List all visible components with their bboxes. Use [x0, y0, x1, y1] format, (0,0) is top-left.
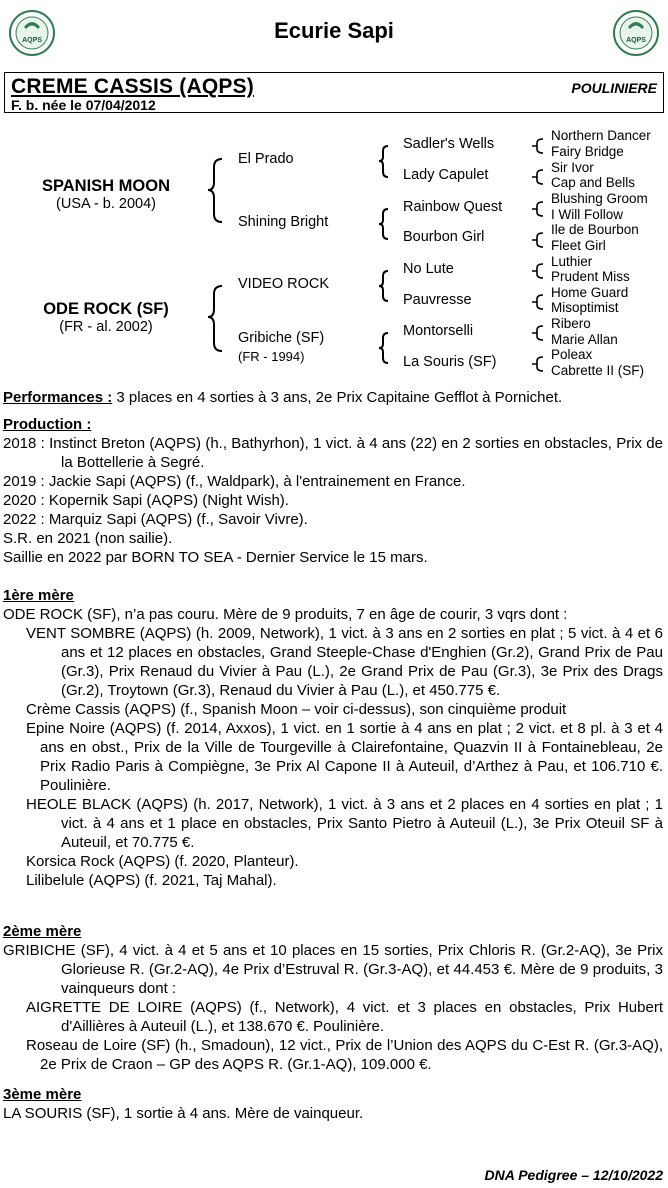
performances-text: 3 places en 4 sorties à 3 ans, 2e Prix Capitaine Gefflot à Pornichet.	[116, 389, 563, 406]
second-dam-produce: Roseau de Loire (SF) (h., Smadoun), 12 vict., Prix de l’Union des AQPS du C-Est R. (Gr.3-AQ), 2e Prix de Craon – GP des AQPS R. (Gr.1-AQ), 109.000 €.	[26, 1037, 663, 1073]
pedigree-gen4-12: Misoptimist	[551, 300, 619, 315]
pedigree-gen2-4-note: (FR - 1994)	[238, 349, 305, 364]
third-dam-label: 3ème mère	[3, 1086, 82, 1103]
dam-info: (FR - al. 2002)	[59, 319, 153, 335]
pedigree-gen4-4: Cap and Bells	[551, 175, 636, 190]
pedigree-gen3-7: Montorselli	[403, 323, 474, 339]
production-line: 2020 : Kopernik Sapi (AQPS) (Night Wish).	[3, 492, 289, 509]
pedigree-gen2-3: VIDEO ROCK	[238, 276, 330, 292]
second-dam-section	[3, 922, 663, 1074]
pedigree-gen4-14: Marie Allan	[551, 332, 618, 347]
logo-text-right: AQPS	[626, 37, 646, 44]
page-title: Ecurie Sapi	[274, 18, 394, 43]
sire-name: SPANISH MOON	[41, 177, 171, 195]
pedigree-dam	[0, 300, 212, 335]
first-dam-intro: ODE ROCK (SF), n’a pas couru. Mère de 9 produits, 7 en âge de courir, 3 vqrs dont :	[3, 606, 568, 623]
first-dam-produce: VENT SOMBRE (AQPS) (h. 2009, Network), 1 vict. à 3 ans en 2 sorties en plat ; 5 vict. à 4 et 6 ans et 12 places en obstacles, Grand Steeple-Chase d'Enghien (Gr.2), Grand Prix de Pau (Gr.3), Prix Renaud du Vivier à Pau (L.), 2e Grand Prix de Pau (Gr.3), 3e Prix des Drags (Gr.2), Troytown (Gr.3), Renaud du Vivier à Pau (L.), et 450.775 €.	[26, 625, 663, 699]
production-label: Production :	[3, 416, 92, 433]
horse-role: POULINIERE	[571, 80, 657, 96]
pedigree-gen4-6: I Will Follow	[551, 207, 624, 222]
production-line: 2022 : Marquiz Sapi (AQPS) (f., Savoir Vivre).	[3, 511, 308, 528]
second-dam-produce: AIGRETTE DE LOIRE (AQPS) (f., Network), 4 vict. et 3 places en obstacles, Prix Hubert d'Aillières à Auteuil (L.), et 138.670 €. Poulinière.	[26, 999, 663, 1035]
pedigree-gen4-10: Prudent Miss	[551, 269, 630, 284]
footer-credit: DNA Pedigree – 12/10/2022	[484, 1167, 663, 1183]
pedigree-gen3-3: Rainbow Quest	[403, 199, 503, 215]
production-section	[3, 415, 663, 567]
pedigree-gen2-2: Shining Bright	[238, 214, 329, 230]
pedigree-sire	[0, 177, 212, 212]
pedigree-gen3-1: Sadler's Wells	[403, 136, 495, 152]
pedigree-gen4-9: Luthier	[551, 254, 593, 269]
sire-info: (USA - b. 2004)	[56, 196, 156, 212]
first-dam-produce: Korsica Rock (AQPS) (f. 2020, Planteur).	[26, 853, 299, 870]
production-line: 2018 : Instinct Breton (AQPS) (h., Bathyrhon), 1 vict. à 4 ans (22) en 2 sorties en obstacles, Prix de la Bottellerie à Segré.	[3, 435, 663, 471]
pedigree-gen3-6: Pauvresse	[403, 292, 472, 308]
pedigree-gen4-8: Fleet Girl	[551, 238, 606, 253]
first-dam-produce: HEOLE BLACK (AQPS) (h. 2017, Network), 1 vict. à 3 ans et 2 places en 4 sorties en plat ; 1 vict. à 4 ans et 1 place en obstacles, Prix Santo Pietro à Auteuil (L.), 3e Prix Oteuil SF à Auteuil, et 70.775 €.	[26, 796, 663, 851]
first-dam-section	[3, 586, 663, 890]
production-line: 2019 : Jackie Sapi (AQPS) (f., Waldpark), à l'entrainement en France.	[3, 473, 466, 490]
first-dam-label: 1ère mère	[3, 587, 74, 604]
second-dam-label: 2ème mère	[3, 923, 82, 940]
pedigree-gen4-2: Fairy Bridge	[551, 144, 624, 159]
pedigree-gen4-15: Poleax	[551, 347, 593, 362]
pedigree-gen4-7: Ile de Bourbon	[551, 222, 639, 237]
pedigree-gen4-16: Cabrette II (SF)	[551, 363, 645, 378]
pedigree-gen4-1: Northern Dancer	[551, 128, 651, 143]
second-dam-intro: GRIBICHE (SF), 4 vict. à 4 et 5 ans et 10 places en 15 sorties, Prix Chloris R. (Gr.2-AQ), 3e Prix Glorieuse R. (Gr.2-AQ), 4e Prix d’Estruval R. (Gr.3-AQ), et 44.453 €. Mère de 9 produits, 3 vainqueurs dont :	[3, 942, 663, 997]
pedigree-gen4-13: Ribero	[551, 316, 591, 331]
performances-section	[3, 388, 663, 407]
pedigree-gen3-8: La Souris (SF)	[403, 354, 497, 370]
logo-text-left: AQPS	[22, 37, 42, 44]
pedigree-gen3-2: Lady Capulet	[403, 167, 489, 183]
production-line: S.R. en 2021 (non sailie).	[3, 530, 173, 547]
pedigree-gen2-4: Gribiche (SF)	[238, 330, 325, 346]
performances-label: Performances :	[3, 389, 113, 406]
horse-name: CREME CASSIS (AQPS)	[11, 75, 254, 98]
dam-name: ODE ROCK (SF)	[43, 300, 169, 318]
first-dam-produce: Crème Cassis (AQPS) (f., Spanish Moon – voir ci-dessus), son cinquième produit	[26, 701, 567, 718]
pedigree-gen4-11: Home Guard	[551, 285, 629, 300]
pedigree-gen4-3: Sir Ivor	[551, 160, 594, 175]
horse-details: F. b. née le 07/04/2012	[11, 97, 156, 113]
pedigree-gen3-4: Bourbon Girl	[403, 229, 485, 245]
production-line: Saillie en 2022 par BORN TO SEA - Dernier Service le 15 mars.	[3, 549, 428, 566]
third-dam-text: LA SOURIS (SF), 1 sortie à 4 ans. Mère de vainqueur.	[3, 1105, 364, 1122]
third-dam-section	[3, 1085, 663, 1123]
pedigree-gen4-5: Blushing Groom	[551, 191, 648, 206]
first-dam-produce: Epine Noire (AQPS) (f. 2014, Axxos), 1 vict. en 1 sortie à 4 ans en plat ; 2 vict. et 8 pl. à 3 et 4 ans en obst., Prix de la Ville de Tourgeville à Clairefontaine, Quazvin II à Fontainebleau, 2e Prix Radio Paris à Compiègne, 3e Prix Al Capone II à Auteuil, d’Arthez à Pau, et 106.710 €. Poulinière.	[26, 720, 663, 794]
pedigree-gen3-5: No Lute	[403, 261, 454, 277]
first-dam-produce: Lilibelule (AQPS) (f. 2021, Taj Mahal).	[26, 872, 277, 889]
pedigree-gen2-1: El Prado	[238, 151, 294, 167]
